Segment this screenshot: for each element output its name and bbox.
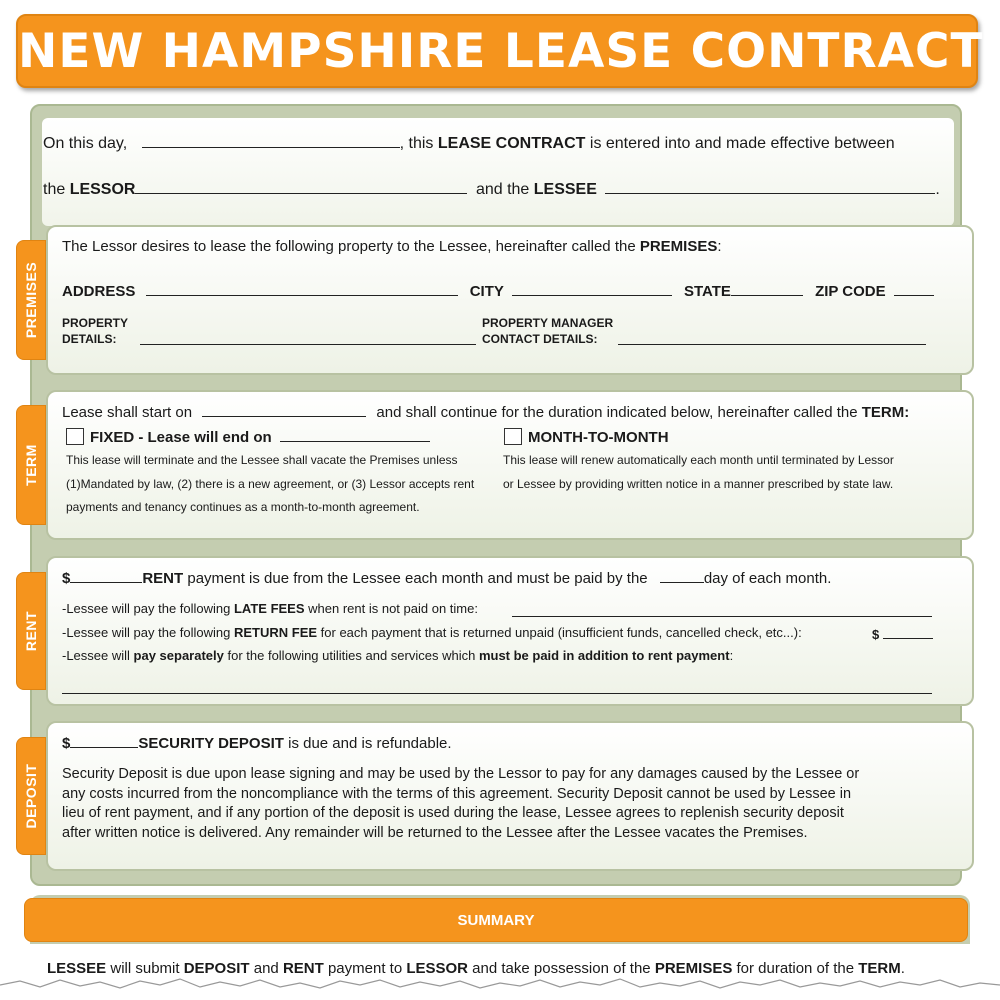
rent-row [62, 569, 831, 587]
summary-t6: payment to [323, 960, 407, 977]
summary-term: TERM [858, 960, 901, 977]
summary-header [24, 898, 968, 942]
term-start-row [62, 403, 909, 421]
fixed-row [66, 428, 430, 446]
mtm-desc-1: This lease will renew automatically each month until terminated by Lessor [503, 453, 894, 467]
deposit-p1: Security Deposit is due upon lease signing and may be used by the Lessor to pay for any damages caused by the Lessee or [62, 766, 860, 782]
torn-edge [0, 975, 1000, 1000]
intro-on-this-day: On this day, [43, 135, 128, 152]
ret-post: for each payment that is returned unpaid (insufficient funds, cancelled check, etc...): [317, 625, 802, 640]
lease-contract-label: LEASE CONTRACT [437, 135, 586, 152]
rent-dollar: $ [62, 570, 71, 587]
rent-day-field[interactable] [660, 569, 704, 583]
zip-field[interactable] [894, 282, 934, 296]
lessee-field[interactable] [605, 180, 935, 194]
fixed-checkbox[interactable] [66, 428, 84, 445]
address-field[interactable] [146, 282, 458, 296]
property-label: PROPERTY [62, 316, 129, 330]
premises-desc [62, 238, 722, 255]
month-to-month-checkbox[interactable] [504, 428, 522, 445]
deposit-text: is due and is refundable. [283, 735, 452, 752]
the-text: the [43, 181, 70, 198]
summary-deposit: DEPOSIT [183, 960, 250, 977]
deposit-dollar: $ [62, 735, 71, 752]
property-manager-label [482, 315, 613, 347]
util-bold-2: must be paid in addition to rent payment [478, 648, 730, 663]
tab-rent-label: RENT [23, 610, 39, 652]
details-label: DETAILS: [62, 332, 117, 346]
mtm-description [503, 449, 894, 496]
premises-bold: PREMISES [639, 238, 718, 255]
summary-t10: for duration of the [732, 960, 859, 977]
late-fee-field[interactable] [512, 603, 932, 617]
fixed-description [66, 449, 474, 520]
term-start-text: Lease shall start on [62, 404, 193, 421]
and-the-text: and the [475, 181, 534, 198]
tab-premises-label: PREMISES [23, 261, 39, 339]
utilities-field[interactable] [62, 680, 932, 694]
lessee-label: LESSEE [533, 181, 597, 198]
property-details-label [62, 315, 128, 347]
tab-deposit-label: DEPOSIT [23, 763, 39, 829]
rent-bold: RENT [142, 570, 184, 587]
deposit-amount-field[interactable] [70, 734, 138, 748]
state-label: STATE [683, 283, 731, 300]
premises-colon: : [717, 238, 722, 255]
mtm-desc-2: or Lessee by providing written notice in a manner prescribed by state law. [503, 476, 894, 491]
zip-label: ZIP CODE [815, 283, 886, 300]
late-post: when rent is not paid on time: [304, 601, 478, 616]
mtm-row [504, 428, 669, 446]
summary-lessee: LESSEE [47, 960, 107, 977]
ret-pre: -Lessee will pay the following [62, 625, 234, 640]
summary-t8: and take possession of the [468, 960, 655, 977]
start-date-field[interactable] [202, 403, 366, 417]
return-fee-field[interactable] [883, 625, 933, 639]
deposit-p2: any costs incurred from the noncompliance with the terms of this agreement. Security Deposit cannot be used by Lessee in [62, 785, 852, 802]
term-bold: TERM: [861, 404, 910, 421]
util-mid: for the following utilities and services which [223, 648, 479, 663]
end-date-field[interactable] [280, 428, 430, 442]
date-field[interactable] [142, 134, 400, 148]
property-details-field[interactable] [140, 331, 476, 345]
tab-deposit [16, 737, 46, 855]
tab-rent [16, 572, 46, 690]
intro-line-1 [43, 134, 895, 153]
summary-rent: RENT [282, 960, 324, 977]
lessor-field[interactable] [135, 180, 467, 194]
premises-desc-text: The Lessor desires to lease the following property to the Lessee, hereinafter called the [62, 238, 640, 255]
fixed-desc-2: (1)Mandated by law, (2) there is a new agreement, or (3) Lessor accepts rent [66, 476, 475, 491]
summary-header-label: SUMMARY [457, 912, 535, 929]
summary-premises: PREMISES [654, 960, 733, 977]
tab-term-label: TERM [23, 444, 39, 486]
period: . [935, 181, 940, 198]
return-fee-amount [872, 625, 933, 642]
document-title: NEW HAMPSHIRE LEASE CONTRACT [18, 24, 984, 79]
lessor-label: LESSOR [69, 181, 136, 198]
util-pre: -Lessee will [62, 648, 134, 663]
util-bold-1: pay separately [133, 648, 224, 663]
title-banner [16, 14, 984, 88]
city-field[interactable] [512, 282, 672, 296]
intro-text-2: is entered into and made effective between [585, 135, 895, 152]
deposit-paragraph [62, 765, 859, 844]
manager-label: PROPERTY MANAGER [482, 316, 614, 330]
fixed-label: FIXED - Lease will end on [90, 429, 272, 446]
rent-text: payment is due from the Lessee each month and must be paid by the [183, 570, 648, 587]
manager-contact-field[interactable] [618, 331, 926, 345]
deposit-row [62, 734, 452, 752]
city-label: CITY [469, 283, 504, 300]
rent-day-text: day of each month. [703, 570, 832, 587]
tab-premises [16, 240, 46, 360]
term-continue-text: and shall continue for the duration indicated below, hereinafter called the [376, 404, 862, 421]
util-end: : [729, 648, 734, 663]
ret-dollar: $ [872, 627, 880, 642]
ret-bold: RETURN FEE [233, 625, 318, 640]
utilities-row [62, 648, 733, 663]
deposit-p4: after written notice is delivered. Any remainder will be returned to the Lessee after the Lessee vacates the Premises. [62, 825, 808, 842]
late-fee-row [62, 601, 478, 616]
tab-term [16, 405, 46, 525]
address-row [62, 282, 934, 300]
late-bold: LATE FEES [233, 601, 305, 616]
fixed-desc-3: payments and tenancy continues as a month-to-month agreement. [66, 500, 420, 514]
summary-t2: will submit [106, 960, 184, 977]
fixed-desc-1: This lease will terminate and the Lessee shall vacate the Premises unless [66, 453, 458, 467]
return-fee-row [62, 625, 802, 640]
mtm-label: MONTH-TO-MONTH [528, 429, 669, 446]
late-pre: -Lessee will pay the following [62, 601, 234, 616]
intro-line-2 [43, 180, 940, 199]
deposit-p3: lieu of rent payment, and if any portion of the deposit is used during the lease, Lessee agrees to replenish security deposit [62, 805, 844, 822]
contact-label: CONTACT DETAILS: [482, 332, 598, 346]
address-label: ADDRESS [62, 283, 136, 300]
deposit-bold: SECURITY DEPOSIT [138, 735, 284, 752]
intro-text: , this [399, 135, 438, 152]
summary-t12: . [900, 960, 905, 977]
summary-lessor: LESSOR [406, 960, 469, 977]
summary-t4: and [249, 960, 283, 977]
state-field[interactable] [731, 282, 803, 296]
rent-amount-field[interactable] [70, 569, 142, 583]
